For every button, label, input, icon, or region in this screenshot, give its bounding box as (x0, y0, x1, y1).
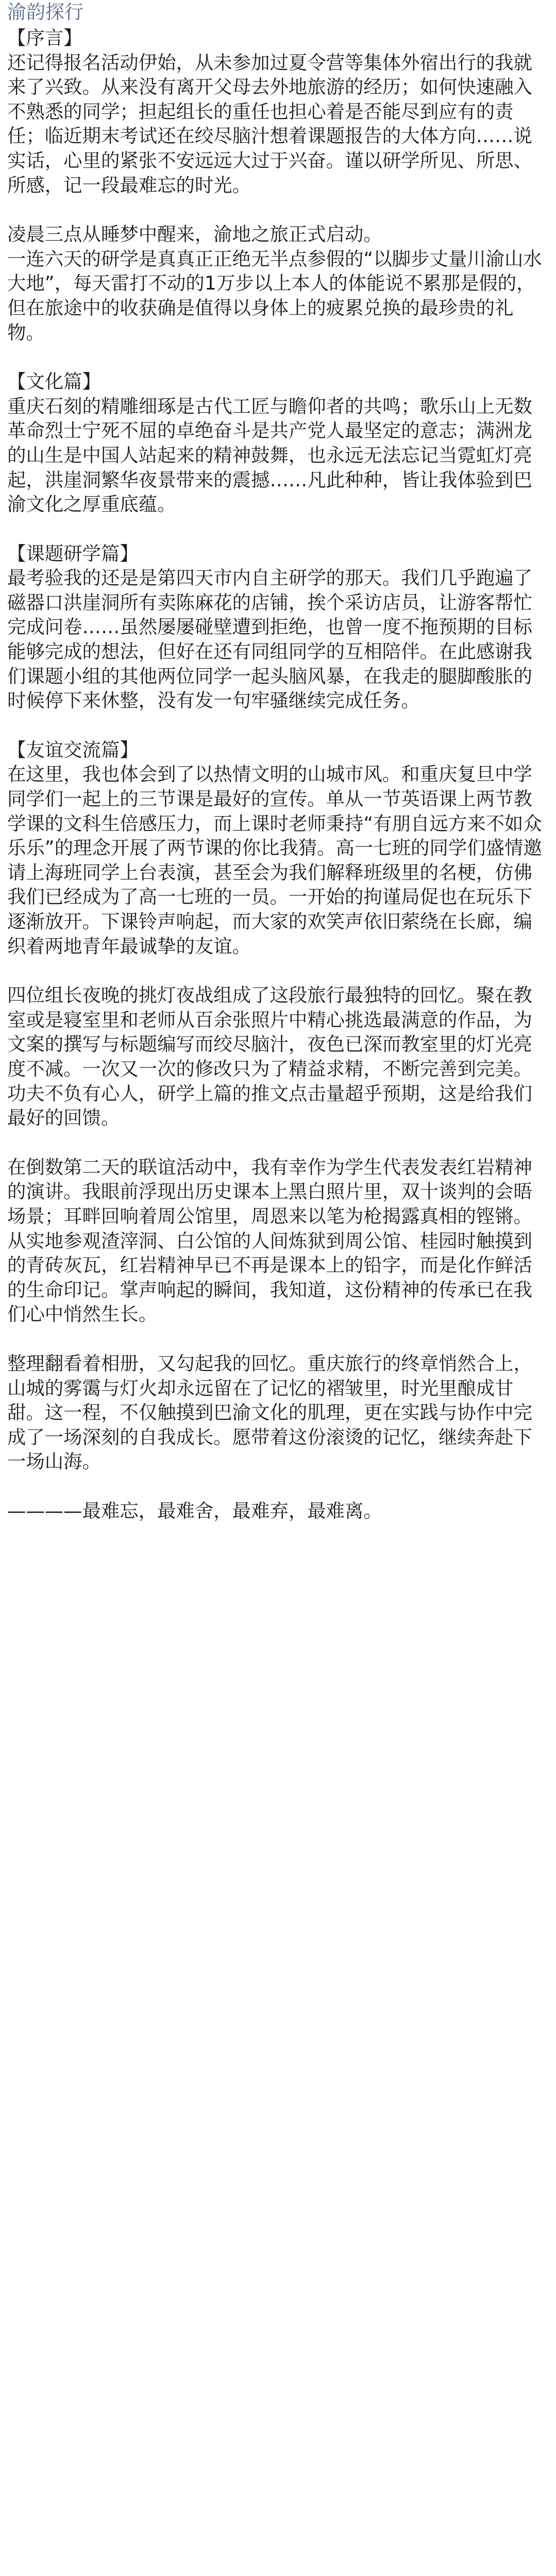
post-paragraph (7, 738, 549, 958)
post-paragraph (7, 541, 549, 713)
paragraph-line: 【友谊交流篇】 (7, 738, 139, 761)
post-text (7, 26, 549, 1548)
post-paragraph (7, 222, 549, 345)
post-paragraph (7, 1499, 549, 1523)
post-paragraph (7, 1351, 549, 1474)
author-name[interactable]: 渝韵探行 (7, 1, 83, 23)
post-paragraph (7, 983, 549, 1130)
paragraph-line: 整理翻看着相册，又勾起我的回忆。重庆旅行的终章悄然合上，山城的雾霭与灯火却永远留在了记忆的褶皱里，时光里酿成甘甜。这一程，不仅触摸到巴渝文化的肌理，更在实践与协作中完成了一场深刻的自我成长。愿带着这份滚烫的记忆，继续奔赴下一场山海。 (7, 1352, 532, 1473)
post-paragraph (7, 369, 549, 517)
paragraph-line: 一连六天的研学是真真正正绝无半点参假的“以脚步丈量川渝山水大地”，每天雷打不动的1万步以上本人的体能说不累那是假的，但在旅途中的收获确是值得以身体上的疲累兑换的最珍贵的礼物。 (7, 247, 542, 344)
post-paragraph (7, 26, 549, 197)
paragraph-line: 重庆石刻的精雕细琢是古代工匠与瞻仰者的共鸣；歌乐山上无数革命烈士宁死不屈的卓绝奋斗是共产党人最坚定的意志；满洲龙的山生是中国人站起来的精神鼓舞，也永远无法忘记当霓虹灯亮起，洪崖洞繁华夜景带来的震撼……凡此种种，皆让我体验到巴渝文化之厚重底蕴。 (7, 395, 532, 516)
paragraph-line: 【文化篇】 (7, 370, 101, 393)
paragraph-line: 在这里，我也体会到了以热情文明的山城市风。和重庆复旦中学同学们一起上的三节课是最好的宣传。单从一节英语课上两节教学课的文科生倍感压力，而上课时老师秉持“有朋自远方来不如众乐乐”的理念开展了两节课的你比我猜。高一七班的同学们盛情邀请上海班同学上台表演，甚至会为我们解释班级里的名梗，仿佛我们已经成为了高一七班的一员。一开始的拘谨局促也在玩乐下逐渐放开。下课铃声响起，而大家的欢笑声依旧萦绕在长廊，编织着两地青年最诚挚的友谊。 (7, 763, 542, 957)
post-paragraph (7, 1155, 549, 1327)
paragraph-line: 【序言】 (7, 27, 82, 49)
paragraph-line: 还记得报名活动伊始，从未参加过夏令营等集体外宿出行的我就来了兴致。从来没有离开父母去外地旅游的经历；如何快速融入不熟悉的同学；担起组长的重任也担心着是否能尽到应有的责任；临近期末考试还在绞尽脑汁想着课题报告的大体方向……说实话，心里的紧张不安远远大过于兴奋。谨以研学所见、所思、所感，记一段最难忘的时光。 (7, 51, 532, 196)
paragraph-line: 凌晨三点从睡梦中醒来，渝地之旅正式启动。 (7, 223, 382, 246)
paragraph-line: 四位组长夜晚的挑灯夜战组成了这段旅行最独特的回忆。聚在教室或是寝室里和老师从百余张照片中精心挑选最满意的作品，为文案的撰写与标题编写而绞尽脑汁，夜色已深而教室里的灯光亮度不减。一次又一次的修改只为了精益求精，不断完善到完美。功夫不负有心人，研学上篇的推文点击量超乎预期，这是给我们最好的回馈。 (7, 984, 532, 1129)
paragraph-line: 最考验我的还是是第四天市内自主研学的那天。我们几乎跑遍了磁器口洪崖洞所有卖陈麻花的店铺，挨个采访店员，让游客帮忙完成问卷……虽然屡屡碰壁遭到拒绝，也曾一度不拖预期的目标能够完成的想法，但好在还有同组同学的互相陪伴。在此感谢我们课题小组的其他两位同学一起头脑风暴，在我走的腿脚酸胀的时候停下来休整，没有发一句牢骚继续完成任务。 (7, 567, 532, 712)
paragraph-line: 【课题研学篇】 (7, 542, 139, 565)
paragraph-line: ————最难忘，最难舍，最难弃，最难离。 (7, 1499, 382, 1522)
paragraph-line: 在倒数第二天的联谊活动中，我有幸作为学生代表发表红岩精神的演讲。我眼前浮现出历史课本上黑白照片里，双十谈判的会晤场景；耳畔回响着周公馆里，周恩来以笔为枪揭露真相的铿锵。从实地参观渣滓洞、白公馆的人间炼狱到周公馆、桂园时触摸到的青砖灰瓦，红岩精神早已不再是课本上的铅字，而是化作鲜活的生命印记。掌声响起的瞬间，我知道，这份精神的传承已在我们心中悄然生长。 (7, 1156, 532, 1326)
